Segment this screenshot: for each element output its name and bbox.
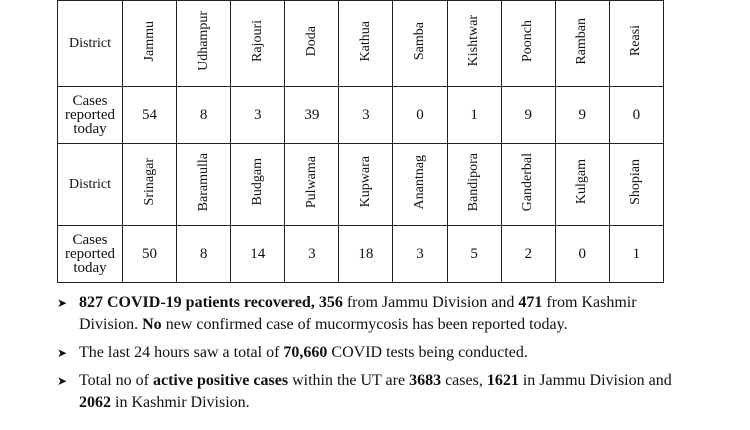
district-cell [501,1,555,87]
bullet-active-cases [57,370,697,414]
cases-row-2 [58,226,664,283]
district-name: Poonch [520,20,536,62]
district-name: Rajouri [249,20,265,62]
case-count: 14 [231,226,285,283]
text: new confirmed case of mucormycosis has been reported today. [161,316,568,333]
case-count: 3 [339,87,393,144]
case-count: 3 [285,226,339,283]
arrow-bullet-icon: ➤ [57,296,68,310]
district-cell [123,144,177,226]
case-count: 9 [501,87,555,144]
bold-text: No [142,316,162,333]
district-name: Doda [303,25,319,57]
text: Total no of [79,372,153,389]
cases-label-line: today [73,260,107,276]
case-count: 50 [123,226,177,283]
district-label: District [58,1,123,87]
district-cell [339,144,393,226]
bullet-tests [57,342,697,364]
case-count: 1 [609,226,663,283]
district-name: Baramulla [195,152,211,212]
case-count: 0 [609,87,663,144]
bold-text: 1621 [486,372,519,389]
cases-row-1 [58,87,664,144]
text: The last 24 hours saw a total of [79,344,284,361]
district-name: Anantnag [412,154,428,210]
text: within the UT are [288,372,410,389]
district-name: Kishtwar [466,15,482,67]
case-count: 1 [447,87,501,144]
case-count: 54 [123,87,177,144]
case-count: 39 [285,87,339,144]
case-count: 8 [177,87,231,144]
district-cell [339,1,393,87]
district-name: Pulwama [303,155,319,209]
district-cell [501,144,555,226]
district-name: Kulgam [574,159,590,205]
district-row-2 [58,144,664,226]
district-cell [609,1,663,87]
district-cell [609,144,663,226]
district-cell [447,144,501,226]
district-name: Kathua [357,20,373,62]
case-count: 0 [393,87,447,144]
text: from Jammu Division and [342,294,519,311]
case-count: 2 [501,226,555,283]
district-name: Shopian [628,159,644,205]
district-label: District [58,144,123,226]
cases-label-line: reported [65,107,115,123]
bold-text: 3683 [409,372,442,389]
district-cell [393,144,447,226]
cases-label-line: Cases [72,232,108,248]
text: in Kashmir Division. [111,394,250,411]
cases-label-line: Cases [72,93,108,109]
district-row-1 [58,1,664,87]
bold-text: 70,660 [283,344,328,361]
case-count: 18 [339,226,393,283]
bold-text: 2062 [79,394,111,411]
case-count: 3 [231,87,285,144]
bold-text: active positive cases [152,372,289,389]
district-cell [231,144,285,226]
district-cell [285,144,339,226]
district-name: Srinagar [141,158,157,206]
cases-label-line: reported [65,246,115,262]
district-cases-table [57,0,664,283]
bullet-recoveries [57,292,697,336]
case-count: 0 [555,226,609,283]
bold-text: 471 [518,294,543,311]
district-cell [393,1,447,87]
district-name: Udhampur [195,11,211,71]
bullet-list [57,292,697,420]
case-count: 3 [393,226,447,283]
arrow-bullet-icon: ➤ [57,346,68,360]
cases-label-line: today [73,121,107,137]
cases-label [58,226,123,283]
district-cell [447,1,501,87]
district-cell [177,1,231,87]
cases-label [58,87,123,144]
case-count: 9 [555,87,609,144]
case-count: 5 [447,226,501,283]
bold-text: 827 COVID-19 patients recovered, 356 [79,294,343,311]
district-name: Reasi [628,25,644,57]
district-cell [123,1,177,87]
text: in Jammu Division and [518,372,672,389]
text: cases, [441,372,487,389]
district-name: Bandipora [466,152,482,212]
district-cell [177,144,231,226]
district-name: Samba [412,21,428,61]
text: from Kashmir Division. [79,294,637,333]
district-name: Ramban [574,17,590,65]
case-count: 8 [177,226,231,283]
text: COVID tests being conducted. [327,344,528,361]
district-name: Jammu [141,20,157,62]
district-cell [555,1,609,87]
arrow-bullet-icon: ➤ [57,374,68,388]
district-cell [285,1,339,87]
district-name: Ganderbal [520,152,536,212]
district-name: Kupwara [357,156,373,208]
district-name: Budgam [249,158,265,206]
district-cell [555,144,609,226]
district-cell [231,1,285,87]
